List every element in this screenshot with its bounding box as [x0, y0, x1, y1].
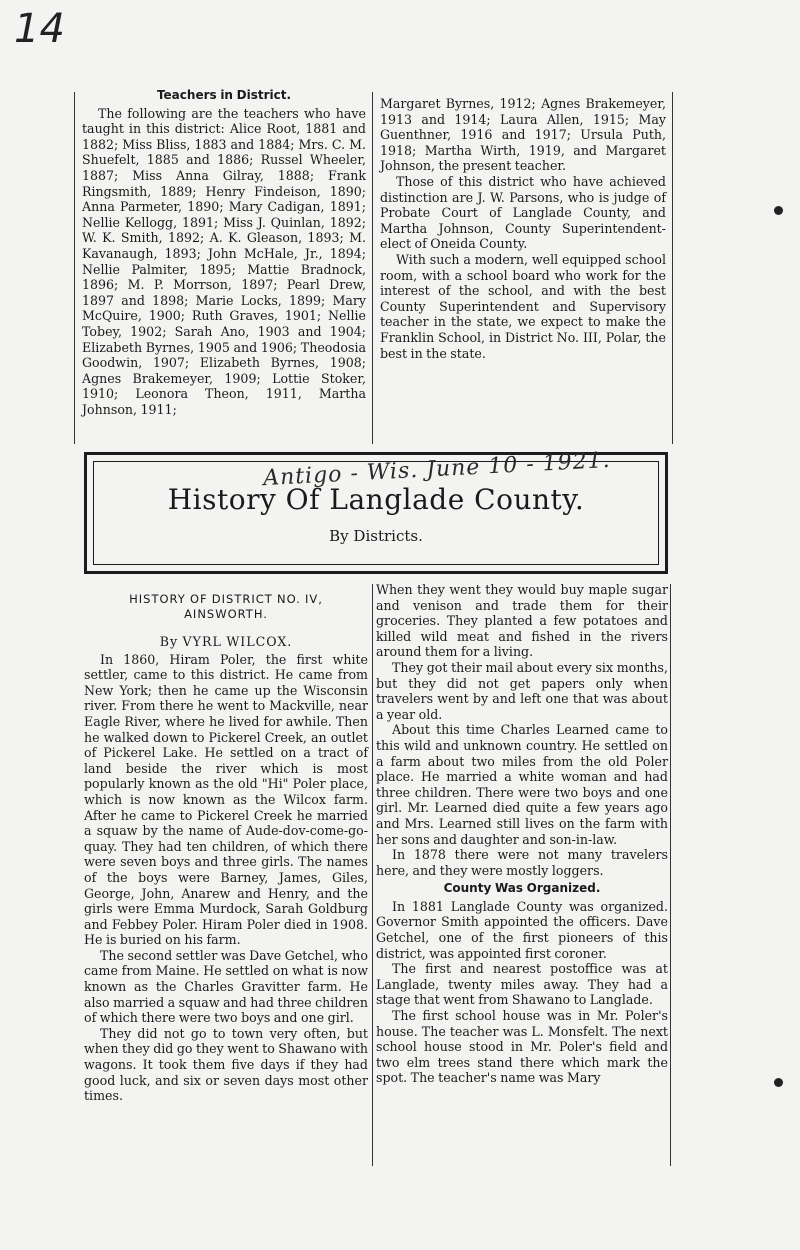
history-paragraph: They did not go to town very often, but when they did go they went to Shawano with wagons. It took them five days if they had good luck, and six or seven days most other times.: [84, 1025, 369, 1104]
history-paragraph: When they went they would buy maple sugar and venison and trade them for their groceries. They planted a few potatoes and killed wild meat and fished in the rivers around them for a living.: [376, 582, 668, 660]
banner-subtitle: By Districts.: [329, 527, 423, 545]
history-paragraph: The second settler was Dave Getchel, who came from Maine. He settled on what is now known as the Charles Gravitter farm. He also married a squaw and had three children of which there were two boys and one girl.: [84, 947, 368, 1026]
history-banner: [84, 447, 668, 574]
binder-hole-mark: [774, 1078, 783, 1087]
teachers-paragraph: Margaret Byrnes, 1912; Agnes Brakemeyer, 1913 and 1914; Laura Allen, 1915; May Guenthner, 1916 and 1917; Ursula Puth, 1918; Martha Wirth, 1919, and Margaret Johnson, the present teacher.: [380, 96, 666, 174]
binder-hole-mark: [774, 206, 783, 215]
history-paragraph: The first and nearest postoffice was at Langlade, twenty miles away. They had a stage that went from Shawano to Langlade.: [376, 961, 668, 1008]
teachers-heading: Teachers in District.: [156, 88, 292, 102]
history-title: [84, 592, 368, 622]
page-number: 14: [14, 6, 65, 52]
handwritten-note: Antigo - Wis. June 10 - 1921.: [262, 447, 612, 492]
history-paragraph: In 1860, Hiram Poler, the first white settler, came to this district. He came from New York; then he came up the Wisconsin river. From there he went to Mackville, near Eagle River, where he lived for awhile. Then he walked down to Pickerel Creek, an outlet of Pickerel Lake. He settled on a tract of land beside the river which is most popularly known as the old "Hi" Poler place, which is now known as the Wilcox farm. After he came to Pickerel Creek he married a squaw by the name of Aude-dov-come-go-quay. They had ten children, of which there were seven boys and three girls. The names of the boys were Barney, James, Giles, George, John, Anarew and Henry, and the girls were Emma Murdock, Sarah Goldburg and Febbey Poler. Hiram Poler died in 1908. He is buried on his farm.: [84, 651, 368, 948]
column-rule: [672, 92, 673, 444]
history-paragraph: They got their mail about every six months, but they did not get papers only when travelers went by and left one that was about a year old.: [376, 659, 668, 722]
history-column-right: [376, 582, 668, 1086]
history-column-left: [84, 592, 368, 1104]
history-paragraph: In 1878 there were not many travelers here, and they were mostly loggers.: [376, 847, 668, 878]
column-rule: [372, 584, 373, 1166]
banner-title: History Of Langlade County.: [167, 483, 585, 516]
history-title-line-1: HISTORY OF DISTRICT NO. IV,: [129, 592, 323, 606]
column-rule: [74, 92, 75, 444]
column-rule: [670, 584, 671, 1166]
teachers-column-left: [82, 88, 366, 417]
county-organized-heading: County Was Organized.: [443, 881, 601, 896]
history-paragraph: About this time Charles Learned came to this wild and unknown country. He settled on a farm about two miles from the old Poler place. He married a white woman and had three children. There were two boys and one girl. Mr. Learned died quite a few years ago and Mrs. Learned still lives on the farm with her sons and daughter and son-in-law.: [376, 722, 668, 847]
teachers-paragraph: The following are the teachers who have taught in this district: Alice Root, 1881 and 1882; Miss Bliss, 1883 and 1884; Mrs. C. M. Shuefelt, 1885 and 1886; Russel Wheeler, 1887; Miss Anna Gilray, 1888; Frank Ringsmith, 1889; Henry Findeison, 1890; Anna Parmeter, 1890; Mary Cadigan, 1891; Nellie Kellogg, 1891; Miss J. Quinlan, 1892; W. K. Smith, 1892; A. K. Gleason, 1893; M. Kavanaugh, 1893; John McHale, Jr., 1894; Nellie Palmiter, 1895; Mattie Bradnock, 1896; M. P. Morrson, 1897; Pearl Drew, 1897 and 1898; Marie Locks, 1899; Mary McQuire, 1900; Ruth Graves, 1901; Nellie Tobey, 1902; Sarah Ano, 1903 and 1904; Elizabeth Byrnes, 1905 and 1906; Theodosia Goodwin, 1907; Elizabeth Byrnes, 1908; Agnes Brakemeyer, 1909; Lottie Stoker, 1910; Leonora Theon, 1911, Martha Johnson, 1911;: [82, 105, 366, 417]
history-paragraph: The first school house was in Mr. Poler's house. The teacher was L. Monsfelt. The next school house stood in Mr. Poler's field and two elm trees stand there which mark the spot. The teacher's name was Mary: [376, 1008, 668, 1086]
column-rule: [372, 92, 373, 444]
byline: By VYRL WILCOX.: [159, 634, 293, 649]
history-paragraph: In 1881 Langlade County was organized. Governor Smith appointed the officers. Dave Getchel, one of the first pioneers of this district, was appointed first coroner.: [376, 898, 668, 961]
distinction-paragraph: Those of this district who have achieved distinction are J. W. Parsons, who is judge of Probate Court of Langlade County, and Martha Johnson, County Superintendent-elect of Oneida County.: [380, 173, 666, 252]
history-title-line-2: AINSWORTH.: [184, 607, 268, 621]
closing-paragraph: With such a modern, well equipped school room, with a school board who work for the interest of the school, and with the best County Superintendent and Supervisory teacher in the state, we expect to make the Franklin School, in District No. III, Polar, the best in the state.: [380, 251, 666, 361]
teachers-column-right: [380, 96, 666, 361]
